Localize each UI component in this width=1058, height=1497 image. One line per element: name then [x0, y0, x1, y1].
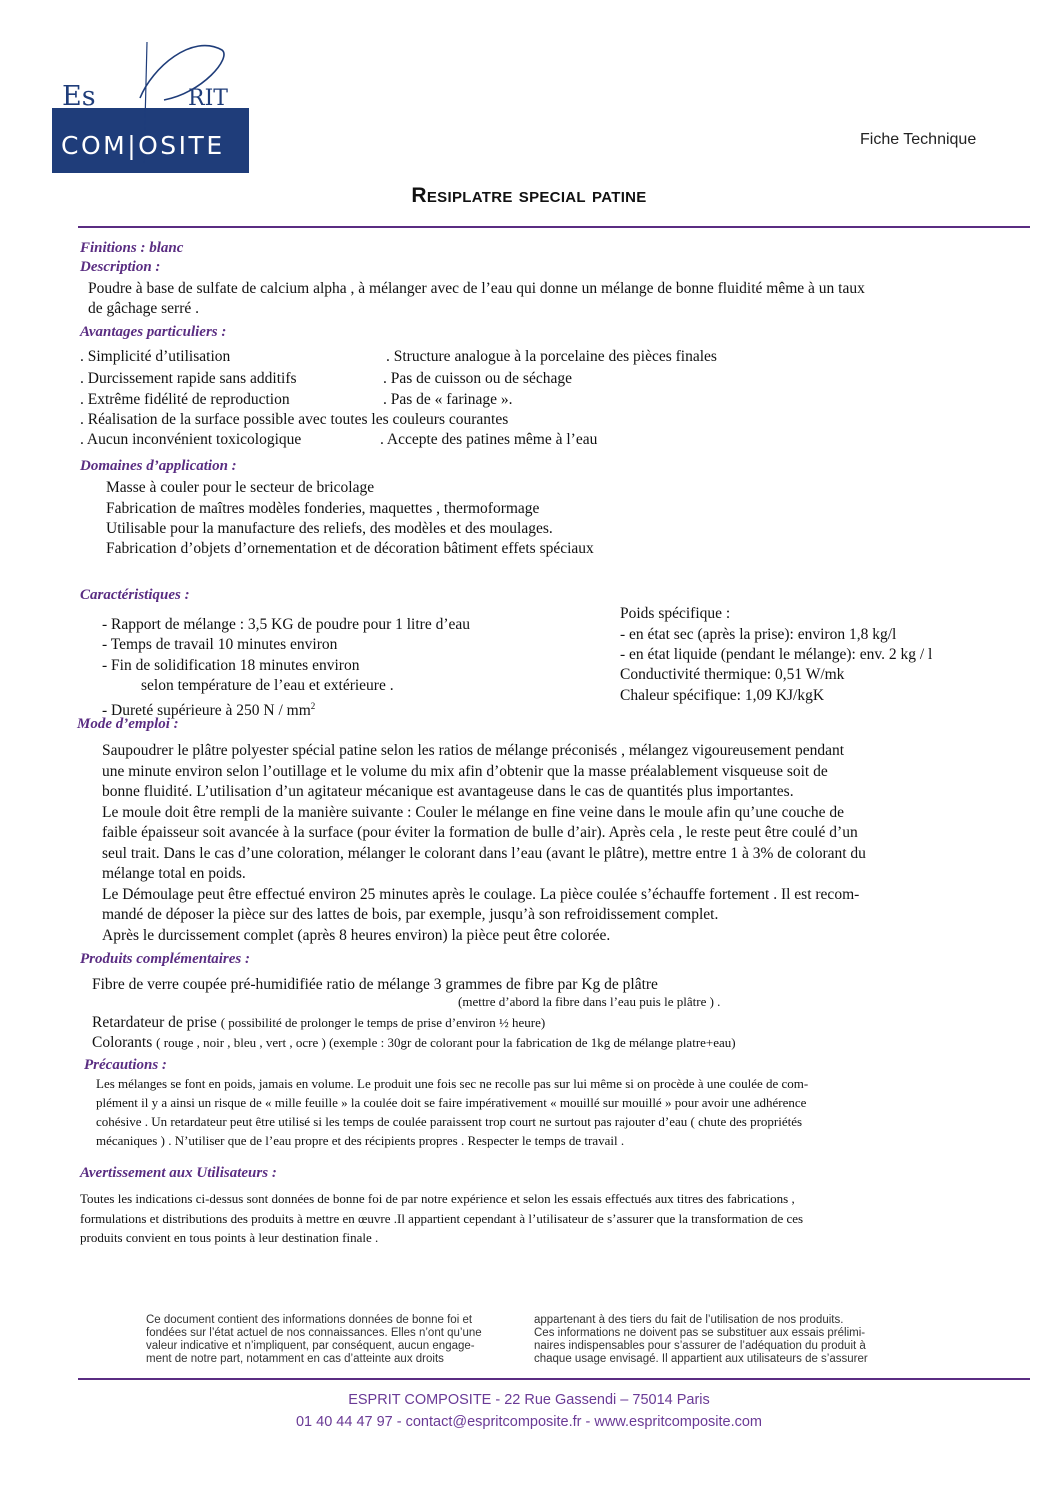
produit-fibre: Fibre de verre coupée pré-humidifiée ratio de mélange 3 grammes de fibre par Kg de plâtre: [92, 976, 658, 993]
mode-emploi-line: faible épaisseur soit avancée à la surface (pour éviter la formation de bulle d’air). Après cela , le reste peut être coulé d’un: [102, 824, 858, 841]
domaine-item: Fabrication de maîtres modèles fonderies, maquettes , thermoformage: [106, 500, 540, 517]
doc-type-label: Fiche Technique: [860, 131, 977, 148]
durete-item: - Dureté supérieure à 250 N / $mm^2$: [102, 701, 316, 720]
produits-heading: Produits complémentaires :: [80, 951, 250, 967]
footer-address: ESPRIT COMPOSITE - 22 Rue Gassendi – 75014 Paris: [348, 1392, 710, 1408]
produit-fibre-note: (mettre d’abord la fibre dans l’eau puis le plâtre ) .: [458, 994, 721, 1009]
header-divider: [78, 226, 1030, 228]
domaine-item: Fabrication d’objets d’ornementation et de décoration bâtiment effets spéciaux: [106, 540, 594, 557]
avantage-item: . Durcissement rapide sans additifs: [80, 370, 297, 387]
mode-emploi-heading: Mode d’emploi :: [77, 716, 179, 732]
logo-text-bottom: COM|OSITE: [61, 131, 225, 160]
caracteristique-right-item: Poids spécifique :: [620, 605, 731, 622]
description-line: Poudre à base de sulfate de calcium alpha , à mélanger avec de l’eau qui donne un mélange de bonne fluidité même à un taux: [88, 280, 865, 297]
disclaimer-left-line: fondées sur l’état actuel de nos connaissances. Elles n’ont qu’une: [146, 1327, 482, 1339]
avantage-item: . Structure analogue à la porcelaine des pièces finales: [386, 348, 717, 365]
mode-emploi-line: mandé de déposer la pièce sur des lattes de bois, par exemple, jusqu’à son refroidissement complet.: [102, 906, 719, 923]
caracteristique-right-item: - en état sec (après la prise): environ 1,8 kg/l: [620, 626, 897, 643]
domaine-item: Utilisable pour la manufacture des reliefs, des modèles et des moulages.: [106, 520, 553, 537]
precautions-line: Les mélanges se font en poids, jamais en volume. Le produit une fois sec ne recolle pas sur lui même si on procède à une coulée de com-: [96, 1076, 809, 1091]
caracteristique-right-item: - en état liquide (pendant le mélange): env. 2 kg / l: [620, 646, 933, 663]
precautions-line: cohésive . Un retardateur peut être utilisé si les temps de coulée paraissent trop court ne surtout pas rajouter d’eau ( chute des propriétés: [96, 1114, 803, 1129]
logo-graphic: [52, 38, 249, 173]
description-line: de gâchage serré .: [88, 300, 200, 317]
caracteristiques-heading: Caractéristiques :: [80, 587, 190, 603]
svg-text:RIT: RIT: [188, 86, 228, 111]
caracteristique-item: - Temps de travail 10 minutes environ: [102, 636, 338, 653]
disclaimer-left-line: valeur indicative et n’impliquent, par conséquent, aucun engage-: [146, 1340, 475, 1352]
company-logo: [52, 38, 249, 173]
footer-divider: [78, 1378, 1030, 1380]
mode-emploi-line: Le Démoulage peut être effectué environ 25 minutes après le coulage. La pièce coulée s’échauffe fortement . Il est recom-: [102, 886, 860, 903]
logo-text-top: Es: [62, 81, 96, 112]
disclaimer-right-line: chaque usage envisagé. Il appartient aux utilisateurs de s’assurer: [534, 1353, 868, 1365]
caracteristique-item: selon température de l’eau et extérieure .: [141, 677, 394, 694]
caracteristique-item: - Rapport de mélange : 3,5 KG de poudre pour 1 litre d’eau: [102, 616, 471, 633]
avertissement-heading: Avertissement aux Utilisateurs :: [80, 1165, 277, 1181]
disclaimer-right-line: naires indispensables pour s’assurer de l’adéquation du produit à: [534, 1340, 866, 1352]
mode-emploi-line: seul trait. Dans le cas d’une coloration, mélanger le colorant dans l’eau (avant le plâtre), mettre entre 1 à 3% de colorant du: [102, 845, 866, 862]
footer-contact: 01 40 44 47 97 - contact@espritcomposite.fr - www.espritcomposite.com: [295, 1414, 763, 1430]
mode-emploi-line: Le moule doit être rempli de la manière suivante : Couler le mélange en fine veine dans le moule afin qu’une couche de: [102, 804, 844, 821]
domaines-heading: Domaines d’application :: [80, 458, 237, 474]
avertissement-line: Toutes les indications ci-dessus sont données de bonne foi de par notre expérience et selon les essais effectués aux titres des fabrications ,: [80, 1191, 795, 1206]
finitions-label: Finitions : blanc: [80, 240, 184, 256]
description-heading: Description :: [80, 259, 161, 275]
disclaimer-left-line: ment de notre part, notamment en cas d’atteinte aux droits: [146, 1353, 444, 1365]
caracteristique-right-item: Chaleur spécifique: 1,09 KJ/kgK: [620, 687, 825, 704]
mode-emploi-line: une minute environ selon l’outillage et le volume du mix afin d’obtenir que la masse préalablement visqueuse soit de: [102, 763, 828, 780]
mode-emploi-line: mélange total en poids.: [102, 865, 246, 882]
page-title: Resiplatre special patine: [411, 184, 647, 207]
caracteristique-right-item: Conductivité thermique: 0,51 W/mk: [620, 666, 845, 683]
avantage-item: . Pas de « farinage ».: [383, 391, 513, 408]
precautions-line: mécaniques ) . N’utiliser que de l’eau propre et des récipients propres . Respecter le temps de travail .: [96, 1133, 625, 1148]
mode-emploi-line: Saupoudrer le plâtre polyester spécial patine selon les ratios de mélange préconisés , mélangez vigoureusement pendant: [102, 742, 845, 759]
mode-emploi-line: Après le durcissement complet (après 8 heures environ) la pièce peut être colorée.: [102, 927, 611, 944]
mode-emploi-line: bonne fluidité. L’utilisation d’un agitateur mécanique est avantageuse dans le cas de quantités plus importantes.: [102, 783, 794, 800]
caracteristique-item: - Fin de solidification 18 minutes environ: [102, 657, 360, 674]
disclaimer-right-line: Ces informations ne doivent pas se substituer aux essais prélimi-: [534, 1327, 866, 1339]
produit-colorants: Colorants ( rouge , noir , bleu , vert , ocre ) (exemple : 30gr de colorant pour la fabrication de 1kg de mélange platre+eau): [92, 1034, 736, 1051]
avertissement-line: produits convient en tous points à leur destination finale .: [80, 1230, 379, 1245]
avertissement-line: formulations et distributions des produits à mettre en œuvre .Il appartient cependant à l’utilisateur de s’assurer que la transformation de ces: [80, 1211, 804, 1226]
avantage-item: . Aucun inconvénient toxicologique: [80, 431, 302, 448]
avantage-item: . Extrême fidélité de reproduction: [80, 391, 290, 408]
precautions-line: plément il y a ainsi un risque de « mille feuille » la coulée doit se faire impérativement « mouillé sur mouillé » pour avoir une adhérence: [96, 1095, 807, 1110]
precautions-heading: Précautions :: [84, 1057, 167, 1073]
produit-retardateur: Retardateur de prise ( possibilité de prolonger le temps de prise d’environ ½ heure): [92, 1014, 546, 1031]
avantage-item: . Réalisation de la surface possible avec toutes les couleurs courantes: [80, 411, 509, 428]
avantage-item: . Pas de cuisson ou de séchage: [383, 370, 572, 387]
avantage-item: . Accepte des patines même à l’eau: [380, 431, 598, 448]
avantage-item: . Simplicité d’utilisation: [80, 348, 231, 365]
disclaimer-right-line: appartenant à des tiers du fait de l’utilisation de nos produits.: [534, 1314, 844, 1326]
avantages-heading: Avantages particuliers :: [80, 324, 227, 340]
domaine-item: Masse à couler pour le secteur de bricolage: [106, 479, 375, 496]
disclaimer-left-line: Ce document contient des informations données de bonne foi et: [146, 1314, 473, 1326]
